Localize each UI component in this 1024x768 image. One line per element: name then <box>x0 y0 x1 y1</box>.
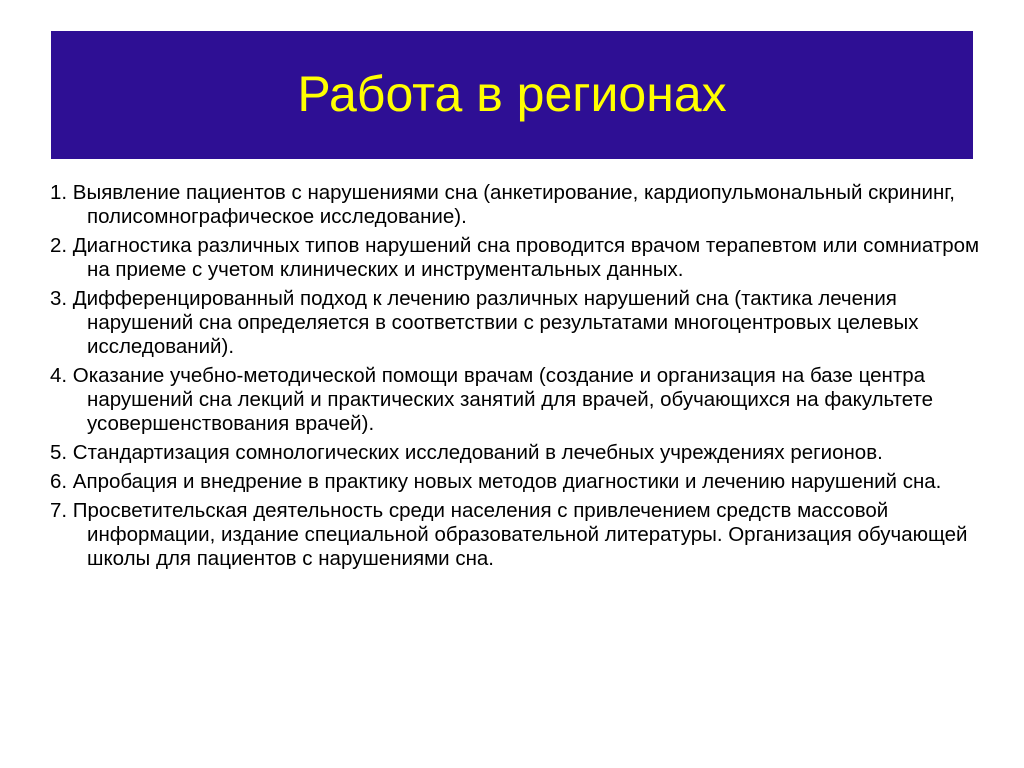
list-item-1: 1. Выявление пациентов с нарушениями сна (анкетирование, кардиопульмональный скрининг, полисомнографическое исследование). <box>50 181 955 228</box>
list-item-5: 5. Стандартизация сомнологических исследований в лечебных учреждениях регионов. <box>50 441 883 464</box>
content-list <box>50 181 980 576</box>
list-item-6: 6. Апробация и внедрение в практику новых методов диагностики и лечению нарушений сна. <box>50 470 942 493</box>
list-item-2: 2. Диагностика различных типов нарушений сна проводится врачом терапевтом или сомниатром на приеме с учетом клинических и инструментальных данных. <box>50 234 980 281</box>
list-item-7: 7. Просветительская деятельность среди населения с привлечением средств массовой информации, издание специальной образовательной литературы. Организация обучающей школы для пациентов с нарушениями сна. <box>50 499 968 570</box>
slide-title: Работа в регионах <box>297 66 727 122</box>
list-item-3: 3. Дифференцированный подход к лечению различных нарушений сна (тактика лечения нарушений сна определяется в соответствии с результатами многоцентровых целевых исследований). <box>50 287 919 358</box>
list-item-4: 4. Оказание учебно-методической помощи врачам (создание и организация на базе центра нарушений сна лекций и практических занятий для врачей, обучающихся на факультете усовершенствования врачей). <box>50 364 934 435</box>
title-banner <box>51 31 973 159</box>
